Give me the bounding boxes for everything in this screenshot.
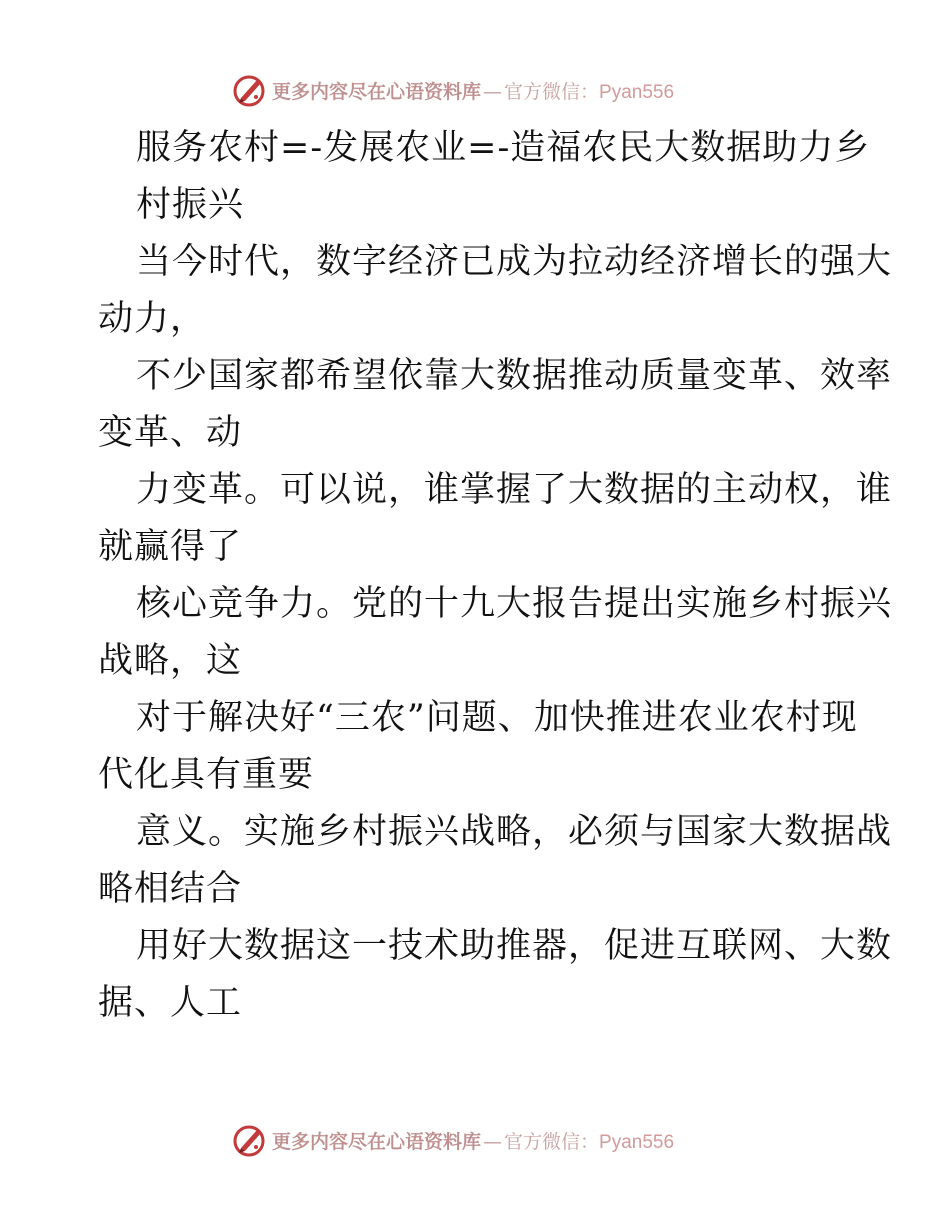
text-line: 据、人工 (98, 983, 243, 1023)
text-line: 战略，这 (98, 641, 243, 681)
text-line: 用好大数据这一技术助推器，促进互联网、大数 (136, 926, 893, 966)
banner-wechat-handle: Pyan556 (599, 1131, 675, 1153)
pen-logo-icon (232, 72, 268, 108)
text-line: 变革、动 (98, 413, 243, 453)
banner-wechat-label: 官方微信： (504, 1130, 600, 1153)
banner-site-name: 更多内容尽在心语资料库 (272, 1130, 482, 1153)
banner-wechat-label: 官方微信： (504, 80, 600, 103)
text-line: 服务农村=-发展农业=-造福农民大数据助力乡 (136, 128, 871, 168)
text-line: 核心竞争力。党的十九大报告提出实施乡村振兴 (136, 584, 893, 624)
text-line: 力变革。可以说，谁掌握了大数据的主动权，谁 (136, 470, 893, 510)
footer-banner (232, 1120, 674, 1160)
banner-wechat-handle: Pyan556 (599, 81, 675, 103)
text-line: 对于解决好“三农”问题、加快推进农业农村现 (136, 698, 858, 738)
text-line: 村振兴 (136, 185, 245, 225)
banner-dash: — (483, 1130, 503, 1153)
text-line: 就赢得了 (98, 527, 243, 567)
header-banner (232, 70, 674, 110)
banner-text (272, 1127, 674, 1154)
document-body (98, 120, 893, 1032)
text-line: 意义。实施乡村振兴战略，必须与国家大数据战 (136, 812, 893, 852)
text-line: 动力， (98, 299, 207, 339)
text-line: 当今时代，数字经济已成为拉动经济增长的强大 (136, 242, 893, 282)
banner-dash: — (483, 80, 503, 103)
pen-logo-icon (232, 1122, 268, 1158)
text-line: 不少国家都希望依靠大数据推动质量变革、效率 (136, 356, 893, 396)
banner-site-name: 更多内容尽在心语资料库 (272, 80, 482, 103)
text-line: 代化具有重要 (98, 755, 315, 795)
text-line: 略相结合 (98, 869, 243, 909)
banner-text (272, 77, 674, 104)
